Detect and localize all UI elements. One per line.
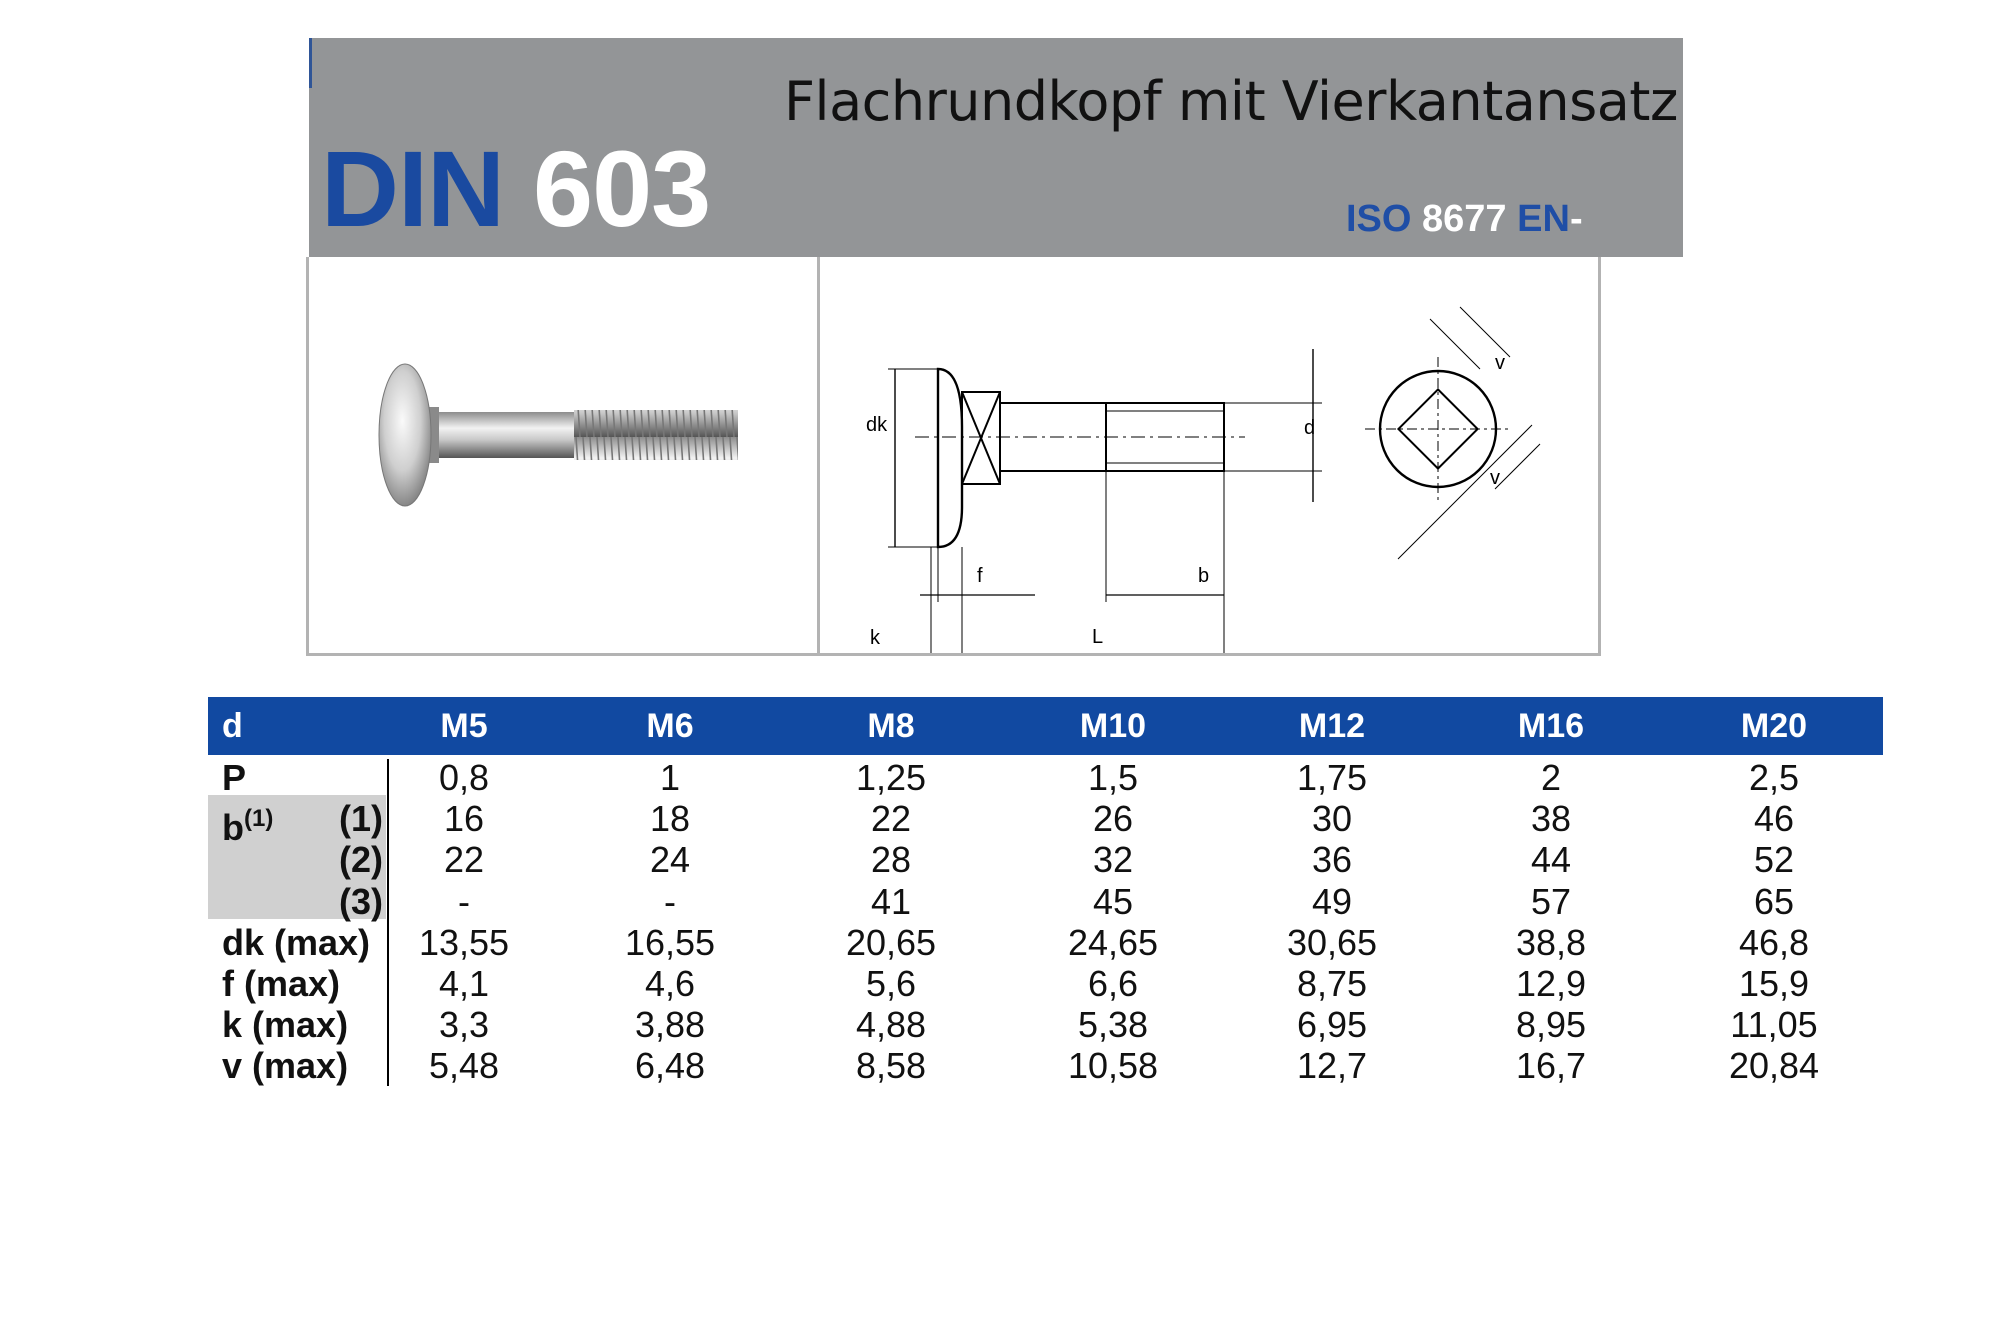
header-col-m5: M5 <box>440 707 488 745</box>
dim-label-b: b <box>1198 565 1210 587</box>
table-cell: 13,55 <box>418 921 510 963</box>
iso-dash: - <box>1569 198 1583 240</box>
table-cell: 30,65 <box>1286 921 1378 963</box>
table-cell: 46,8 <box>1738 921 1810 963</box>
table-cell: 36 <box>1311 839 1353 881</box>
table-cell: 0,8 <box>438 757 490 798</box>
iso-suffix: EN <box>1517 198 1570 240</box>
table-cell: 4,6 <box>644 963 696 1004</box>
table-row <box>208 757 1883 798</box>
table-cell: 20,84 <box>1728 1045 1820 1087</box>
table-cell: 24 <box>649 839 691 881</box>
dim-label-k: k <box>870 627 880 649</box>
bolt-photo <box>309 257 817 653</box>
table-cell: 44 <box>1530 839 1572 881</box>
table-cell: 16,55 <box>624 921 716 963</box>
table-cell: 10,58 <box>1067 1045 1159 1087</box>
table-row <box>208 798 1883 849</box>
table-cell: 49 <box>1311 880 1353 922</box>
table-cell: 11,05 <box>1730 1004 1818 1046</box>
row-sublabel: (2) <box>339 839 383 881</box>
table-cell: 16,7 <box>1515 1045 1587 1087</box>
standard-title <box>321 128 711 249</box>
row-label <box>222 922 370 963</box>
table-cell: 1,5 <box>1087 757 1139 798</box>
table-cell: 18 <box>649 798 691 840</box>
table-cell: 32 <box>1092 839 1134 881</box>
banner-edge <box>309 38 312 88</box>
dim-label-v-bottom: v <box>1490 467 1500 489</box>
row-label-superscript: (1) <box>244 805 274 833</box>
product-subtitle: Flachrundkopf mit Vierkantansatz <box>784 70 1678 133</box>
table-row <box>208 963 1883 1004</box>
table-cell: 1,75 <box>1296 757 1368 798</box>
standard-number: 603 <box>533 128 711 249</box>
table-cell: 5,38 <box>1077 1004 1149 1046</box>
iso-number: 8677 <box>1422 198 1507 240</box>
table-cell: 4,1 <box>438 963 490 1004</box>
table-row <box>208 881 1883 922</box>
table-cell: 1 <box>659 757 681 798</box>
header-col-m6: M6 <box>646 707 694 745</box>
header-col-m12: M12 <box>1298 707 1366 745</box>
header-col-m10: M10 <box>1079 707 1147 745</box>
header-col-m20: M20 <box>1740 707 1808 745</box>
header-col-m8: M8 <box>867 707 915 745</box>
technical-drawing <box>820 257 1598 653</box>
table-cell: 57 <box>1530 880 1572 922</box>
table-cell: 6,48 <box>634 1045 706 1087</box>
table-cell: 8,95 <box>1515 1004 1587 1046</box>
table-cell: 30 <box>1311 798 1353 840</box>
dim-label-L: L <box>1092 626 1104 648</box>
row-label-text: v (max) <box>222 1045 349 1087</box>
row-label-text: k (max) <box>222 1004 349 1046</box>
table-cell: 12,9 <box>1515 963 1587 1004</box>
header-label-d: d <box>222 707 243 745</box>
row-label-text: f (max) <box>222 963 341 1004</box>
table-cell: 6,95 <box>1296 1004 1368 1046</box>
standard-word: DIN <box>321 128 504 249</box>
row-label <box>222 757 246 798</box>
table-cell: 28 <box>870 839 912 881</box>
row-label <box>222 1004 348 1045</box>
table-cell: 38 <box>1530 798 1572 840</box>
dim-label-f: f <box>977 565 983 587</box>
table-cell: 26 <box>1092 798 1134 840</box>
table-cell: 5,48 <box>428 1045 500 1087</box>
table-cell: 8,58 <box>855 1045 927 1087</box>
table-cell: 2,5 <box>1748 757 1800 798</box>
row-label-text: b <box>222 807 244 849</box>
table-row <box>208 922 1883 963</box>
table-cell: 20,65 <box>845 921 937 963</box>
table-row <box>208 1045 1883 1086</box>
dim-label-dk: dk <box>866 414 888 436</box>
row-label-text: dk (max) <box>222 921 371 963</box>
table-cell: 2 <box>1540 757 1562 798</box>
table-cell: 12,7 <box>1296 1045 1368 1087</box>
table-row <box>208 839 1883 880</box>
row-label-text: P <box>222 757 247 798</box>
table-cell: 8,75 <box>1296 963 1368 1004</box>
row-sublabel: (3) <box>339 880 383 922</box>
table-cell: 65 <box>1753 880 1795 922</box>
table-cell: 46 <box>1753 798 1795 840</box>
table-cell: 38,8 <box>1515 921 1587 963</box>
table-cell: 15,9 <box>1738 963 1810 1004</box>
table-cell: 1,25 <box>855 757 927 798</box>
iso-reference <box>1346 200 1583 238</box>
table-cell: - <box>664 880 676 922</box>
table-cell: 16 <box>443 798 485 840</box>
table-cell: 5,6 <box>865 963 917 1004</box>
technical-drawing-panel <box>817 257 1601 656</box>
table-cell: 4,88 <box>855 1004 927 1046</box>
header-col-m16: M16 <box>1517 707 1585 745</box>
table-cell: 52 <box>1753 839 1795 881</box>
table-cell: 22 <box>870 798 912 840</box>
dim-label-d: d <box>1304 417 1316 439</box>
row-label <box>222 1045 348 1086</box>
table-cell: 6,6 <box>1087 963 1139 1004</box>
row-label <box>222 963 340 1004</box>
table-row <box>208 1004 1883 1045</box>
dim-label-v-top: v <box>1495 352 1505 374</box>
table-cell: 24,65 <box>1067 921 1159 963</box>
table-cell: 41 <box>870 880 912 922</box>
table-cell: 3,88 <box>634 1004 706 1046</box>
table-cell: 3,3 <box>438 1004 490 1046</box>
row-sublabel: (1) <box>339 798 383 840</box>
table-cell: 22 <box>443 839 485 881</box>
table-header-row <box>208 697 1883 755</box>
table-cell: 45 <box>1092 880 1134 922</box>
iso-prefix: ISO <box>1346 198 1412 240</box>
bolt-photo-panel <box>306 257 820 656</box>
table-cell: - <box>458 880 470 922</box>
